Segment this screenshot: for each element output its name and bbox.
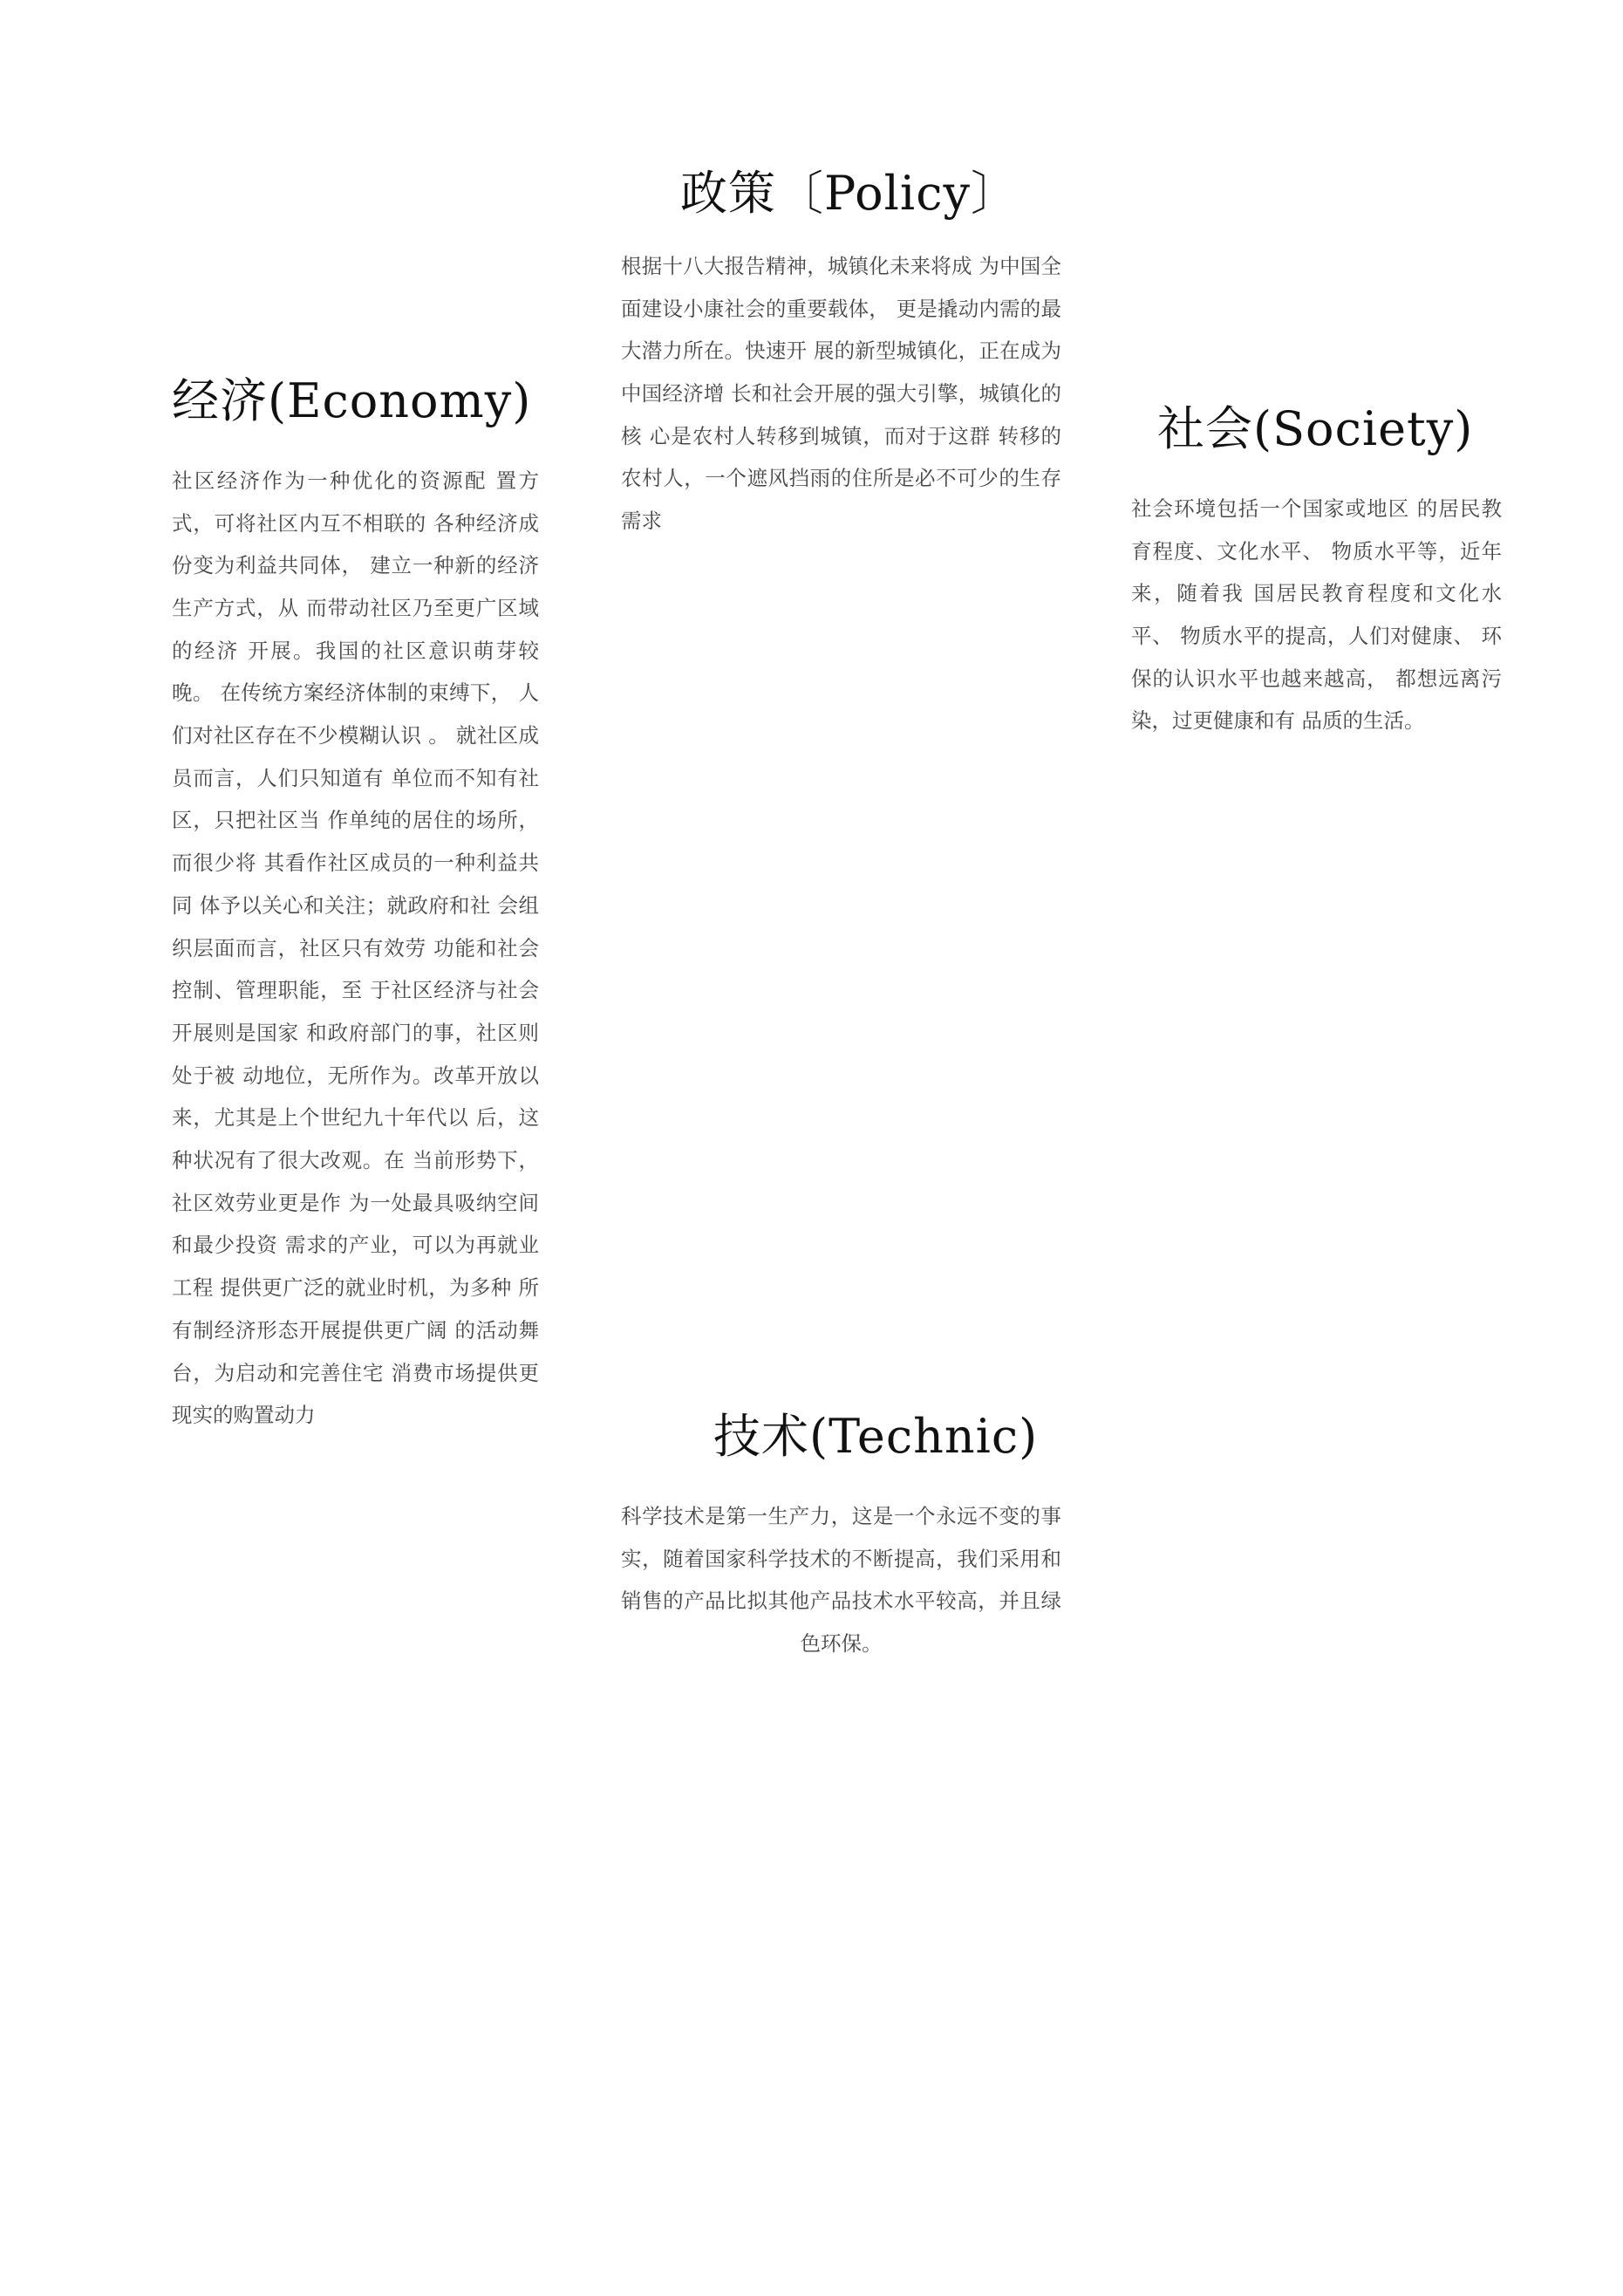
society-title: 社会(Society) bbox=[1157, 401, 1474, 456]
economy-body: 社区经济作为一种优化的资源配 置方式，可将社区内互不相联的 各种经济成份变为利益共同体， 建立一种新的经济生产方式，从 而带动社区乃至更广区域的经济 开展。我国的社区意识萌芽较晚。 在传统方案经济体制的束缚下， 人们对社区存在不少模糊认识 。 就社区成员而言，人们只知道有 单位而不知有社区，只把社区当 作单纯的居住的场所，而很少将 其看作社区成员的一种利益共同 体予以关心和关注；就政府和社 会组织层面而言，社区只有效劳 功能和社会控制、管理职能，至 于社区经济与社会开展则是国家 和政府部门的事，社区则处于被 动地位，无所作为。改革开放以 来，尤其是上个世纪九十年代以 后，这种状况有了很大改观。在 当前形势下，社区效劳业更是作 为一处最具吸纳空间和最少投资 需求的产业，可以为再就业工程 提供更广泛的就业时机，为多种 所有制经济形态开展提供更广阔 的活动舞台，为启动和完善住宅 消费市场提供更现实的购置动力 bbox=[172, 468, 539, 1428]
economy-title: 经济(Economy) bbox=[172, 373, 532, 428]
technic-title: 技术(Technic) bbox=[713, 1409, 1039, 1464]
society-section bbox=[1131, 401, 1502, 742]
technic-section bbox=[621, 1409, 1061, 1665]
society-body: 社会环境包括一个国家或地区 的居民教育程度、文化水平、 物质水平等，近年来，随着我 国居民教育程度和文化水平、 物质水平的提高，人们对健康、 环保的认识水平也越来越高， 都想远离污染，过更健康和有 品质的生活。 bbox=[1131, 495, 1502, 734]
policy-body: 根据十八大报告精神，城镇化未来将成 为中国全面建设小康社会的重要载体， 更是撬动内需的最大潜力所在。快速开 展的新型城镇化，正在成为中国经济增 长和社会开展的强大引擎，城镇化的核 心是农村人转移到城镇，而对于这群 转移的农村人，一个遮风挡雨的住所是必不可少的生存需求 bbox=[621, 253, 1061, 534]
policy-title: 政策〔Policy〕 bbox=[680, 166, 1019, 221]
technic-body: 科学技术是第一生产力，这是一个永远不变的事实，随着国家科学技术的不断提高，我们采用和销售的产品比拟其他产品技术水平较高，并且绿色环保。 bbox=[621, 1503, 1061, 1656]
policy-section bbox=[621, 166, 1061, 543]
economy-section bbox=[172, 373, 539, 1437]
